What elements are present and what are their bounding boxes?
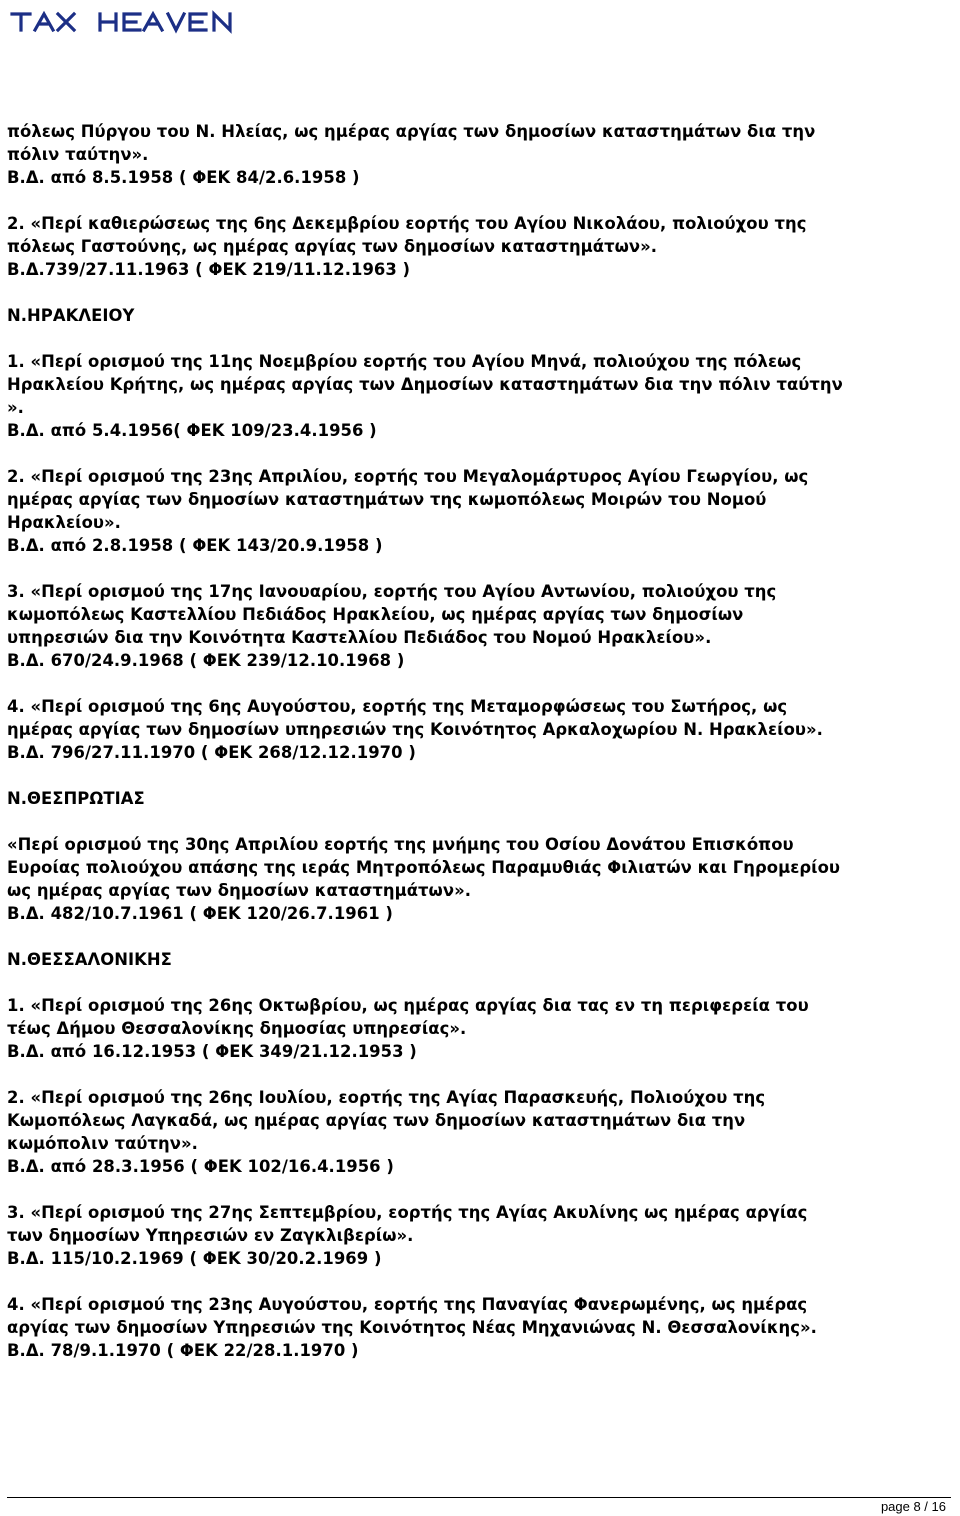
blank-line (7, 327, 947, 350)
blank-line (7, 557, 947, 580)
text-line: 3. «Περί ορισμού της 17ης Ιανουαρίου, εορτής του Αγίου Αντωνίου, πολιούχου της (7, 582, 777, 601)
blank-line (7, 1270, 947, 1293)
text-line: ». (7, 398, 24, 417)
text-line: Β.Δ. 115/10.2.1969 ( ΦΕΚ 30/20.2.1969 ) (7, 1249, 382, 1268)
blank-line (7, 442, 947, 465)
text-line: 2. «Περί καθιερώσεως της 6ης Δεκεμβρίου εορτής του Αγίου Νικολάου, πολιούχου της (7, 214, 807, 233)
blank-line (7, 1178, 947, 1201)
text-line: πόλεως Γαστούνης, ως ημέρας αργίας των δημοσίων καταστημάτων». (7, 237, 658, 256)
blank-line (7, 971, 947, 994)
text-line: Β.Δ. 78/9.1.1970 ( ΦΕΚ 22/28.1.1970 ) (7, 1341, 359, 1360)
text-line: Ηρακλείου». (7, 513, 121, 532)
text-line: 4. «Περί ορισμού της 23ης Αυγούστου, εορτής της Παναγίας Φανερωμένης, ως ημέρας (7, 1295, 808, 1314)
document-body (7, 120, 947, 1362)
text-line: 2. «Περί ορισμού της 23ης Απριλίου, εορτής του Μεγαλομάρτυρος Αγίου Γεωργίου, ως (7, 467, 809, 486)
blank-line (7, 925, 947, 948)
text-line: των δημοσίων Υπηρεσιών εν Ζαγκλιβερίω». (7, 1226, 414, 1245)
text-line: αργίας των δημοσίων Υπηρεσιών της Κοινότητος Νέας Μηχανιώνας Ν. Θεσσαλονίκης». (7, 1318, 817, 1337)
text-line: «Περί ορισμού της 30ης Απριλίου εορτής της μνήμης του Οσίου Δονάτου Επισκόπου (7, 835, 794, 854)
text-line: Β.Δ. από 28.3.1956 ( ΦΕΚ 102/16.4.1956 ) (7, 1157, 394, 1176)
text-line: υπηρεσιών δια την Κοινότητα Καστελλίου Πεδιάδος του Νομού Ηρακλείου». (7, 628, 712, 647)
footer-divider (7, 1497, 951, 1498)
text-line: Β.Δ.739/27.11.1963 ( ΦΕΚ 219/11.12.1963 ) (7, 260, 411, 279)
text-line: Ηρακλείου Κρήτης, ως ημέρας αργίας των Δημοσίων καταστημάτων δια την πόλιν ταύτην (7, 375, 843, 394)
text-line: 3. «Περί ορισμού της 27ης Σεπτεμβρίου, εορτής της Αγίας Ακυλίνης ως ημέρας αργίας (7, 1203, 808, 1222)
blank-line (7, 189, 947, 212)
text-line: Ν.ΘΕΣΠΡΩΤΙΑΣ (7, 789, 145, 808)
blank-line (7, 672, 947, 695)
text-line: πόλιν ταύτην». (7, 145, 149, 164)
page-number: page 8 / 16 (880, 1499, 946, 1514)
text-line: Β.Δ. από 16.12.1953 ( ΦΕΚ 349/21.12.1953 ) (7, 1042, 417, 1061)
text-line: κωμόπολιν ταύτην». (7, 1134, 198, 1153)
text-line: Β.Δ. από 8.5.1958 ( ΦΕΚ 84/2.6.1958 ) (7, 168, 360, 187)
text-line: Κωμοπόλεως Λαγκαδά, ως ημέρας αργίας των δημοσίων καταστημάτων δια την (7, 1111, 746, 1130)
text-line: Β.Δ. από 5.4.1956( ΦΕΚ 109/23.4.1956 ) (7, 421, 377, 440)
blank-line (7, 281, 947, 304)
text-line: Β.Δ. 796/27.11.1970 ( ΦΕΚ 268/12.12.1970 ) (7, 743, 416, 762)
text-line: Β.Δ. από 2.8.1958 ( ΦΕΚ 143/20.9.1958 ) (7, 536, 383, 555)
text-line: 4. «Περί ορισμού της 6ης Αυγούστου, εορτής της Μεταμορφώσεως του Σωτήρος, ως (7, 697, 788, 716)
text-line: Ν.ΗΡΑΚΛΕΙΟΥ (7, 306, 135, 325)
text-line: τέως Δήμου Θεσσαλονίκης δημοσίας υπηρεσίας». (7, 1019, 467, 1038)
blank-line (7, 764, 947, 787)
text-line: 1. «Περί ορισμού της 11ης Νοεμβρίου εορτής του Αγίου Μηνά, πολιούχου της πόλεως (7, 352, 802, 371)
blank-line (7, 810, 947, 833)
text-line: Β.Δ. 670/24.9.1968 ( ΦΕΚ 239/12.10.1968 ) (7, 651, 405, 670)
text-line: Ν.ΘΕΣΣΑΛΟΝΙΚΗΣ (7, 950, 172, 969)
text-line: κωμοπόλεως Καστελλίου Πεδιάδος Ηρακλείου, ως ημέρας αργίας των δημοσίων (7, 605, 744, 624)
blank-line (7, 1063, 947, 1086)
text-line: ημέρας αργίας των δημοσίων υπηρεσιών της Κοινότητος Αρκαλοχωρίου Ν. Ηρακλείου». (7, 720, 823, 739)
text-line: πόλεως Πύργου του Ν. Ηλείας, ως ημέρας αργίας των δημοσίων καταστημάτων δια την (7, 122, 816, 141)
text-line: Ευροίας πολιούχου απάσης της ιεράς Μητροπόλεως Παραμυθιάς Φιλιατών και Γηρομερίου (7, 858, 841, 877)
text-line: 1. «Περί ορισμού της 26ης Οκτωβρίου, ως ημέρας αργίας δια τας εν τη περιφερεία του (7, 996, 809, 1015)
tax-heaven-logo (8, 8, 258, 36)
text-line: Β.Δ. 482/10.7.1961 ( ΦΕΚ 120/26.7.1961 ) (7, 904, 393, 923)
text-line: ως ημέρας αργίας των δημοσίων καταστημάτων». (7, 881, 471, 900)
text-line: 2. «Περί ορισμού της 26ης Ιουλίου, εορτής της Αγίας Παρασκευής, Πολιούχου της (7, 1088, 766, 1107)
text-line: ημέρας αργίας των δημοσίων καταστημάτων της κωμοπόλεως Μοιρών του Νομού (7, 490, 767, 509)
